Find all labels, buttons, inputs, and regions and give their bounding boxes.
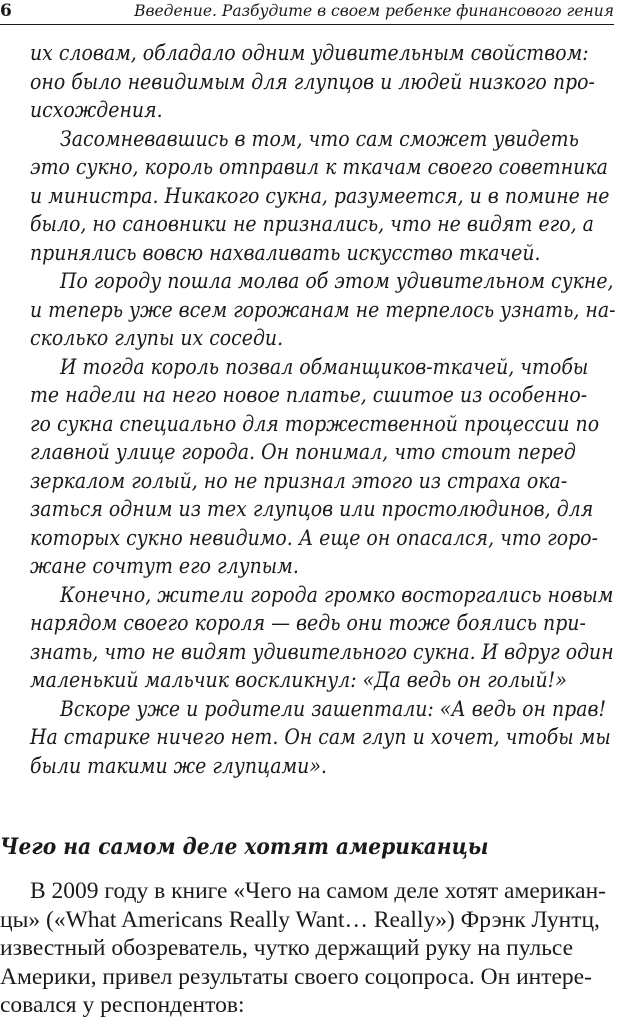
story-line: это сукно, король отправил к ткачам своего советника bbox=[30, 155, 608, 179]
running-header bbox=[0, 0, 614, 25]
story-line: знать, что не видят удивительного сукна. И вдруг один bbox=[30, 640, 614, 664]
story-line: зеркалом голый, но не признал этого из страха ока- bbox=[30, 469, 568, 493]
story-line: и теперь уже всем горожанам не терпелось узнать, на- bbox=[30, 298, 616, 322]
story-line: заться одним из тех глупцов или простолюдинов, для bbox=[30, 497, 594, 521]
story-line: На старике ничего нет. Он сам глуп и хочет, чтобы мы bbox=[30, 725, 611, 749]
story-line: жане сочтут его глупым. bbox=[30, 554, 299, 578]
story-line: были такими же глупцами». bbox=[30, 754, 327, 778]
section-heading: Чего на самом деле хотят американцы bbox=[0, 834, 489, 860]
story-line: нарядом своего короля — ведь они тоже боялись при- bbox=[30, 611, 586, 635]
body-line: цы» («What Americans Really Want… Really») Фрэнк Лунтц, bbox=[0, 907, 600, 933]
page-number: 6 bbox=[0, 1, 12, 21]
story-line: го сукна специально для торжественной процессии по bbox=[30, 412, 600, 436]
body-line: В 2009 году в книге «Чего на самом деле хотят американ- bbox=[30, 878, 606, 904]
story-line: их словам, обладало одним удивительным свойством: bbox=[30, 41, 589, 65]
story-line: те надели на него новое платье, сшитое из особенно- bbox=[30, 383, 588, 407]
story-line: принялись вовсю нахваливать искусство ткачей. bbox=[30, 241, 541, 265]
story-line: Засомневавшись в том, что сам сможет увидеть bbox=[60, 127, 579, 151]
story-line: И тогда король позвал обманщиков-ткачей, чтобы bbox=[60, 355, 589, 379]
story-line: было, но сановники не признались, что не видят его, а bbox=[30, 212, 594, 236]
story-line: По городу пошла молва об этом удивительном сукне, bbox=[60, 269, 614, 293]
story-line: оно было невидимым для глупцов и людей низкого про- bbox=[30, 70, 595, 94]
story-line: главной улице города. Он понимал, что стоит перед bbox=[30, 440, 576, 464]
story-line: Вскоре уже и родители зашептали: «А ведь он прав! bbox=[60, 697, 607, 721]
story-line: которых сукно невидимо. А еще он опасался, что горо- bbox=[30, 526, 598, 550]
story-line: исхождения. bbox=[30, 98, 163, 122]
story-line: сколько глупы их соседи. bbox=[30, 326, 284, 350]
story-line: Конечно, жители города громко восторгались новым bbox=[60, 583, 614, 607]
story-line: маленький мальчик воскликнул: «Да ведь он голый!» bbox=[30, 668, 567, 692]
body-line: известный обозреватель, чутко держащий руку на пульсе bbox=[0, 935, 574, 961]
story-line: и министра. Никакого сукна, разумеется, и в помине не bbox=[30, 184, 610, 208]
body-line: Америки, привел результаты своего соцопроса. Он интере- bbox=[0, 964, 592, 990]
body-line: совался у респондентов: bbox=[0, 992, 245, 1018]
running-title: Введение. Разбудите в своем ребенке финансового гения bbox=[134, 2, 614, 20]
